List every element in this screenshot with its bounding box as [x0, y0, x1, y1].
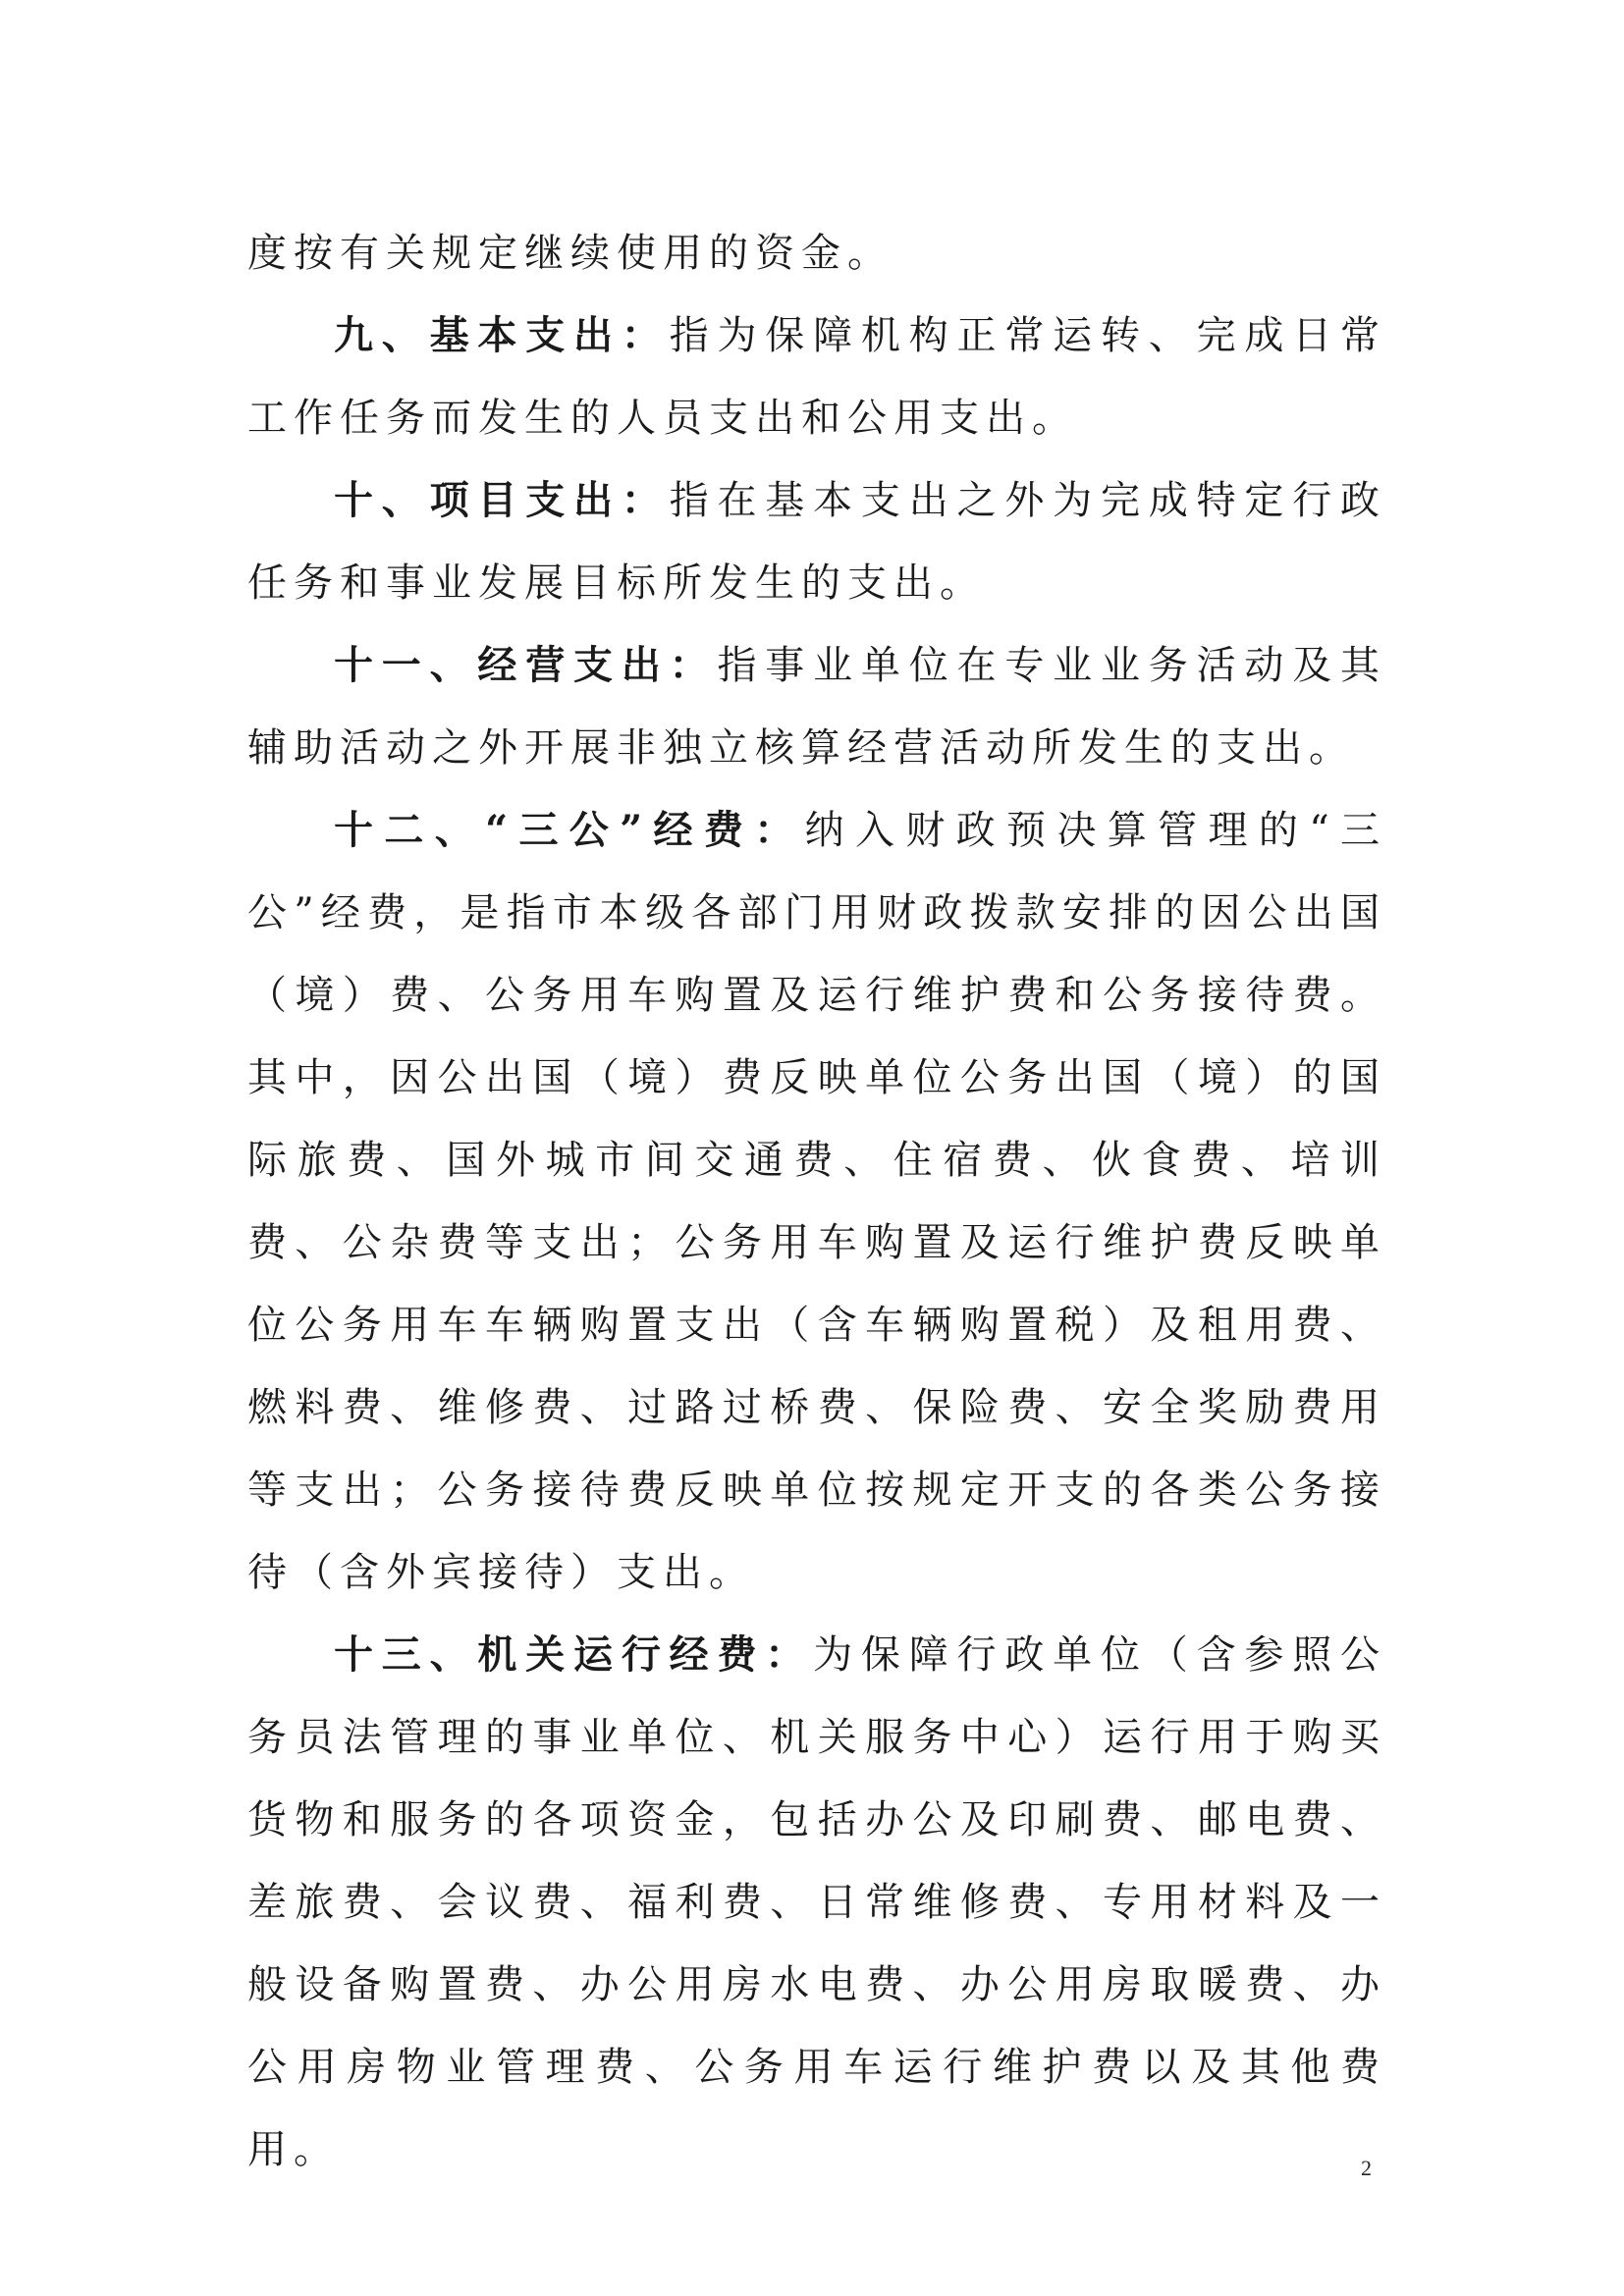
paragraph-text: 指在基本支出之外为完成特定行政任务和事业发展目标所发生的支出。	[247, 478, 1387, 606]
page-number: 2	[1361, 2156, 1372, 2180]
paragraph-text: 度按有关规定继续使用的资金。	[247, 231, 893, 276]
paragraph-text: 为保障行政单位（含参照公务员法管理的事业单位、机关服务中心）运行用于购买货物和服务的各项资金，包括办公及印刷费、邮电费、差旅费、会议费、福利费、日常维修费、专用材料及一般设备购置费、办公用房水电费、办公用房取暖费、办公用房物业管理费、公务用车运行维护费以及其他费用。	[247, 1632, 1387, 2172]
paragraph-text: 纳入财政预决算管理的“三公”经费，是指市本级各部门用财政拨款安排的因公出国（境）费、公务用车购置及运行维护费和公务接待费。其中，因公出国（境）费反映单位公务出国（境）的国际旅费、国外城市间交通费、住宿费、伙食费、培训费、公杂费等支出；公务用车购置及运行维护费反映单位公务用车车辆购置支出（含车辆购置税）及租用费、燃料费、维修费、过路过桥费、保险费、安全奖励费用等支出；公务接待费反映单位按规定开支的各类公务接待（含外宾接待）支出。	[247, 808, 1387, 1595]
paragraph-project-expenditure	[247, 459, 1386, 624]
paragraph-continuation	[247, 212, 1386, 294]
term-heading: 十、项目支出：	[334, 477, 670, 523]
paragraph-text: 指为保障机构正常运转、完成日常工作任务而发生的人员支出和公用支出。	[247, 313, 1387, 441]
term-heading: 十一、经营支出：	[334, 642, 718, 688]
term-heading: 十二、“三公”经费：	[334, 807, 805, 853]
paragraph-basic-expenditure	[247, 294, 1386, 459]
term-heading: 九、基本支出：	[334, 312, 670, 358]
term-heading: 十三、机关运行经费：	[334, 1631, 814, 1678]
document-body	[247, 212, 1386, 2191]
paragraph-agency-operating-funds	[247, 1614, 1386, 2191]
paragraph-text: 指事业单位在专业业务活动及其辅助活动之外开展非独立核算经营活动所发生的支出。	[247, 643, 1387, 771]
paragraph-three-public-expenses	[247, 789, 1386, 1614]
paragraph-operating-expenditure	[247, 624, 1386, 789]
